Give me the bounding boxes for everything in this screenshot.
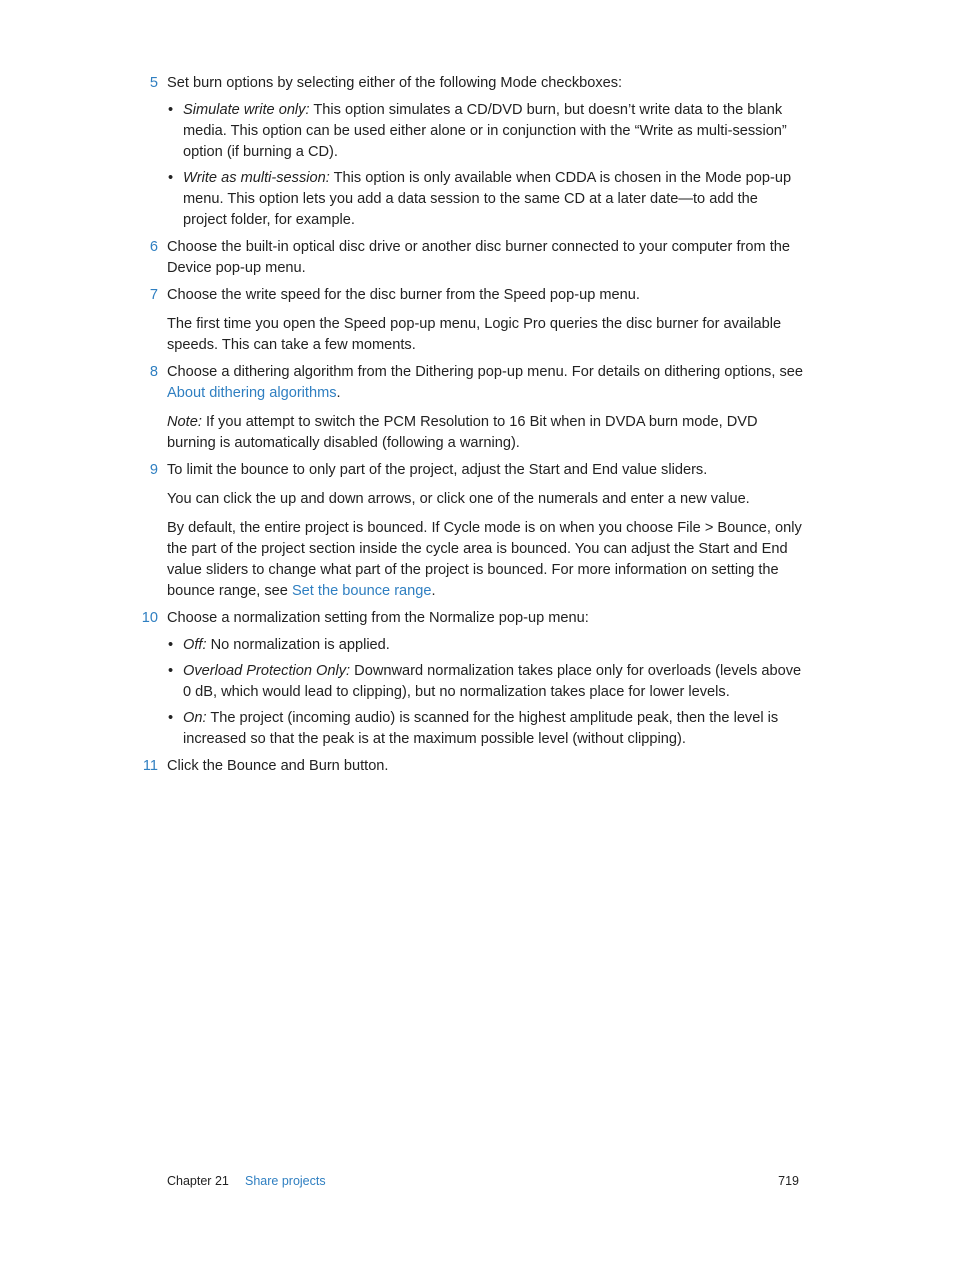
mode-options-list [167,100,805,231]
bullet-icon: • [168,663,174,679]
about-dithering-link[interactable]: About dithering algorithms [167,385,337,401]
step-text [167,362,805,404]
step-text-body: Choose a dithering algorithm from the Dithering pop-up menu. For details on dithering options, see [167,364,803,380]
step-6 [140,237,805,279]
normalize-options-list [167,635,805,750]
step-text: Choose the built-in optical disc drive or another disc burner connected to your computer from the Device pop-up menu. [167,239,790,276]
step-text: Set burn options by selecting either of the following Mode checkboxes: [167,75,623,91]
step-10 [140,608,805,750]
option-term: Simulate write only: [183,102,310,118]
step-9 [140,460,805,602]
step-number: 7 [149,287,158,303]
step-text: Click the Bounce and Burn button. [167,758,389,774]
step-detail-body: By default, the entire project is bounced. If Cycle mode is on when you choose File > Bounce, only the part of the project section inside the cycle area is bounced. You can adjust the Start and End value sliders to change what part of the project is bounced. For more information on setting the bounce range, see [167,520,802,599]
option-description: No normalization is applied. [206,637,390,653]
note-paragraph [167,412,805,454]
option-term: On: [183,710,207,726]
step-number: 11 [142,758,158,774]
page-number: 719 [778,1174,799,1188]
step-5 [140,73,805,231]
step-detail: You can click the up and down arrows, or click one of the numerals and enter a new value. [167,491,750,507]
step-number: 6 [149,239,158,255]
list-item [167,661,805,703]
step-detail [167,518,805,602]
step-11 [140,756,805,777]
list-item [167,635,805,656]
step-number: 9 [149,462,158,478]
option-term: Off: [183,637,207,653]
share-projects-link[interactable]: Share projects [245,1174,326,1188]
option-description: This option simulates a CD/DVD burn, but doesn’t write data to the blank media. This option can be used either alone or in conjunction with the “Write as multi-session” option (if burning a CD). [183,102,787,160]
step-text: Choose a normalization setting from the Normalize pop-up menu: [167,610,589,626]
document-body [140,73,805,783]
note-text: If you attempt to switch the PCM Resolution to 16 Bit when in DVDA burn mode, DVD burning is automatically disabled (following a warning). [167,414,758,451]
list-item [167,100,805,163]
step-8 [140,362,805,454]
option-description: Downward normalization takes place only for overloads (levels above 0 dB, which would lead to clipping), but no normalization takes place for lower levels. [183,663,802,700]
option-description: This option is only available when CDDA is chosen in the Mode pop-up menu. This option lets you add a data session to the same CD at a later date—to add the project folder, for example. [183,170,792,228]
set-bounce-range-link[interactable]: Set the bounce range [291,583,432,599]
bullet-icon: • [168,637,174,653]
step-number: 10 [141,610,158,626]
option-description: The project (incoming audio) is scanned for the highest amplitude peak, then the level is increased so that the peak is at the maximum possible level (without clipping). [183,710,779,747]
bullet-icon: • [168,710,174,726]
step-detail: The first time you open the Speed pop-up menu, Logic Pro queries the disc burner for available speeds. This can take a few moments. [167,316,782,353]
chapter-label: Chapter 21 [167,1174,229,1188]
punctuation: . [336,385,341,401]
option-term: Overload Protection Only: [183,663,351,679]
step-number: 8 [149,364,158,380]
option-term: Write as multi-session: [183,170,330,186]
bullet-icon: • [168,170,174,186]
punctuation: . [431,583,436,599]
step-number: 5 [149,75,158,91]
step-text: Choose the write speed for the disc burner from the Speed pop-up menu. [167,287,640,303]
note-label: Note: [167,414,202,430]
list-item [167,708,805,750]
step-text: To limit the bounce to only part of the project, adjust the Start and End value sliders. [167,462,708,478]
step-7 [140,285,805,356]
bullet-icon: • [168,102,174,118]
list-item [167,168,805,231]
